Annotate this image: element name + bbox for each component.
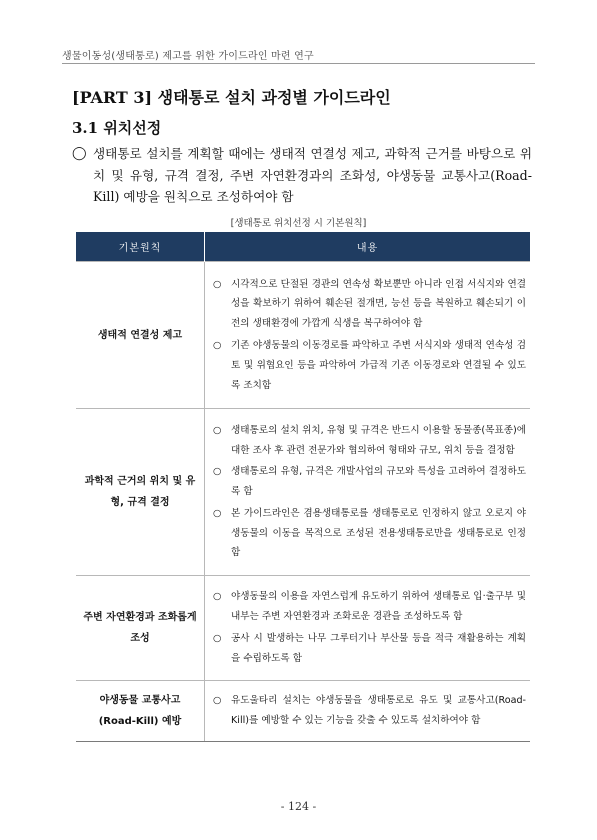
content-cell [205, 681, 531, 742]
content-item-text: 시각적으로 단절된 경관의 연속성 확보뿐만 아니라 인접 서식지와 연결성을 확보하기 위하여 훼손된 절개면, 능선 등을 복원하고 훼손되기 이전의 생태환경에 가깝게 식생을 복구하여야 함 [231, 278, 526, 330]
principle-cell: 과학적 근거의 위치 및 유형, 규격 결정 [76, 409, 205, 576]
content-item [213, 504, 526, 563]
circle-bullet-icon: ◯ [72, 146, 87, 161]
circle-bullet-icon: ○ [213, 424, 222, 436]
content-item-text: 야생동물의 이용을 자연스럽게 유도하기 위하여 생태통로 입·출구부 및 내부는 주변 자연환경과 조화로운 경관을 조성하도록 함 [231, 591, 526, 623]
header-content: 내용 [205, 232, 531, 262]
content-item [213, 691, 526, 731]
principle-cell: 주변 자연환경과 조화롭게 조성 [76, 576, 205, 681]
table-header-row [76, 232, 530, 262]
content-item [213, 336, 526, 395]
header-principle: 기본원칙 [76, 232, 205, 262]
content-item-text: 기존 야생동물의 이동경로를 파악하고 주변 서식지와 생태적 연속성 검토 및 위협요인 등을 파악하여 가급적 기존 이동경로와 연결될 수 있도록 조치함 [231, 340, 526, 391]
header-divider [62, 63, 535, 64]
content-item-text: 생태통로의 유형, 규격은 개발사업의 규모와 특성을 고려하여 결정하도록 함 [231, 466, 526, 498]
part-title: [PART 3] 생태통로 설치 과정별 가이드라인 [72, 88, 391, 107]
table-row [76, 262, 530, 409]
circle-bullet-icon: ○ [213, 507, 222, 519]
table-caption: [생태통로 위치선정 시 기본원칙] [230, 218, 367, 229]
circle-bullet-icon: ○ [213, 278, 222, 290]
content-item-text: 생태통로의 설치 위치, 유형 및 규격은 반드시 이용할 동물종(목표종)에 대한 조사 후 관련 전문가와 협의하여 형태와 규모, 위치 등을 결정함 [231, 424, 526, 456]
section-title: 3.1 위치선정 [72, 119, 162, 137]
content-item [213, 587, 526, 627]
content-item-text: 공사 시 발생하는 나무 그루터기나 부산물 등을 적극 재활용하는 계획을 수립하도록 함 [231, 633, 526, 664]
circle-bullet-icon: ○ [213, 466, 222, 478]
principles-table [76, 232, 530, 742]
content-cell [205, 262, 531, 409]
intro-text: 생태통로 설치를 계획할 때에는 생태적 연결성 제고, 과학적 근거를 바탕으로 위치 및 유형, 규격 결정, 주변 자연환경과의 조화성, 야생동물 교통사고(Road-Kill) 예방을 원칙으로 조성하여야 함 [93, 146, 532, 204]
content-item [213, 421, 526, 461]
content-item [213, 275, 526, 334]
circle-bullet-icon: ○ [213, 340, 222, 351]
table-row [76, 681, 530, 742]
intro-paragraph [72, 143, 532, 208]
principle-cell: 생태적 연결성 제고 [76, 262, 205, 409]
running-header: 생물이동성(생태통로) 제고를 위한 가이드라인 마련 연구 [62, 51, 314, 62]
circle-bullet-icon: ○ [213, 695, 222, 707]
content-item [213, 462, 526, 502]
table-row [76, 409, 530, 576]
page-number: - 124 - [280, 800, 317, 813]
principle-cell: 야생동물 교통사고 (Road-Kill) 예방 [76, 681, 205, 742]
content-item-text: 유도울타리 설치는 야생동물을 생태통로로 유도 및 교통사고(Road-Kill)를 예방할 수 있는 기능을 갖출 수 있도록 설치하여야 함 [231, 695, 526, 726]
content-cell [205, 576, 531, 681]
table-row [76, 576, 530, 681]
content-item [213, 629, 526, 669]
circle-bullet-icon: ○ [213, 591, 222, 603]
content-cell [205, 409, 531, 576]
content-item-text: 본 가이드라인은 겸용생태통로를 생태통로로 인정하지 않고 오로지 야생동물의 이동을 목적으로 조성된 전용생태통로만을 생태통로로 인정함 [231, 507, 526, 559]
circle-bullet-icon: ○ [213, 633, 222, 644]
